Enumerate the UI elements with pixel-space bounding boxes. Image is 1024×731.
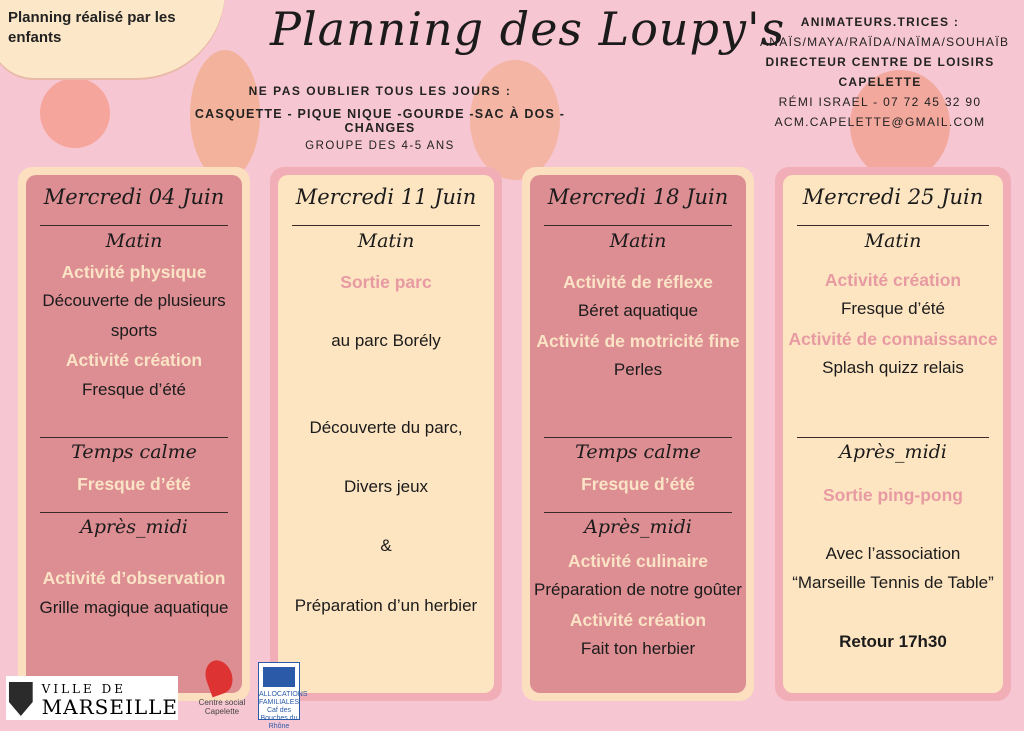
divider bbox=[40, 512, 228, 513]
logo-caf: ALLOCATIONS FAMILIALES Caf des Bouches du Rhône bbox=[259, 691, 308, 730]
divider bbox=[544, 437, 732, 438]
day-card bbox=[270, 167, 502, 701]
activity-text: Fait ton herbier bbox=[580, 639, 696, 658]
activity-text: Avec l’association bbox=[825, 544, 961, 563]
note-text: Planning réalisé par les enfants bbox=[8, 9, 176, 46]
activity-text: Perles bbox=[613, 360, 663, 379]
activity-title: Activité création bbox=[824, 270, 962, 290]
staff-block bbox=[760, 12, 1010, 132]
flame-icon bbox=[201, 657, 237, 698]
divider bbox=[544, 225, 732, 226]
activity-text: “Marseille Tennis de Table” bbox=[792, 573, 994, 592]
day-card bbox=[775, 167, 1011, 701]
day-date: Mercredi 18 Juin bbox=[547, 185, 729, 209]
activity-title: Activité de réflexe bbox=[563, 272, 713, 292]
activity-title: Activité de connaissance bbox=[788, 329, 998, 349]
section-matin: Matin bbox=[864, 230, 922, 252]
logo-centre-social: Centre social Capelette bbox=[198, 698, 246, 716]
activity-title: Activité création bbox=[65, 350, 203, 370]
note-cloud bbox=[0, 0, 225, 78]
activity-text: Divers jeux bbox=[343, 477, 429, 496]
group-label: GROUPE DES 4-5 ANS bbox=[305, 140, 455, 152]
reminder-line2: CASQUETTE - PIQUE NIQUE -GOURDE -SAC À DOS - CHANGES bbox=[194, 107, 566, 135]
activity-text: Fresque d’été bbox=[82, 380, 186, 399]
directeur-title: DIRECTEUR CENTRE DE LOISIRS CAPELETTE bbox=[765, 55, 995, 89]
section-apres-midi: Après_midi bbox=[80, 516, 188, 538]
return-time: Retour 17h30 bbox=[839, 632, 947, 651]
logo-ville-de: VILLE DE bbox=[41, 682, 126, 696]
directeur-contact: RÉMI ISRAEL - 07 72 45 32 90 bbox=[778, 95, 982, 109]
activity-text: & bbox=[380, 536, 392, 555]
divider bbox=[797, 437, 989, 438]
ville-marseille-logo bbox=[6, 676, 178, 720]
reminder-line1: NE PAS OUBLIER TOUS LES JOURS : bbox=[248, 84, 512, 98]
day-date: Mercredi 25 Juin bbox=[802, 185, 984, 209]
caf-icon bbox=[263, 667, 295, 687]
activity-title: Activité physique bbox=[61, 262, 207, 282]
section-apres-midi: Après_midi bbox=[839, 441, 947, 463]
section-matin: Matin bbox=[357, 230, 415, 252]
day-card bbox=[522, 167, 754, 701]
day-date: Mercredi 04 Juin bbox=[43, 185, 225, 209]
day-card bbox=[18, 167, 250, 701]
divider bbox=[40, 225, 228, 226]
animateurs-names: ANAÏS/MAYA/RAÏDA/NAÏMA/SOUHAÏB bbox=[760, 35, 1010, 49]
activity-title: Fresque d’été bbox=[581, 474, 695, 494]
section-apres-midi: Après_midi bbox=[584, 516, 692, 538]
centre-social-logo bbox=[192, 658, 252, 720]
section-matin: Matin bbox=[105, 230, 163, 252]
day-date: Mercredi 11 Juin bbox=[295, 185, 477, 209]
crest-icon bbox=[6, 678, 36, 718]
activity-title: Activité création bbox=[569, 610, 707, 630]
activity-title: Activité d’observation bbox=[42, 568, 226, 588]
activity-title: Activité de motricité fine bbox=[536, 331, 740, 351]
activity-title: Sortie ping-pong bbox=[823, 485, 963, 505]
caf-logo bbox=[258, 662, 308, 730]
activity-text: Découverte du parc, bbox=[309, 418, 463, 437]
animateurs-title: ANIMATEURS.TRICES : bbox=[800, 15, 960, 29]
divider bbox=[40, 437, 228, 438]
divider bbox=[797, 225, 989, 226]
activity-text: Découverte de plusieurs sports bbox=[42, 291, 226, 340]
activity-text: Béret aquatique bbox=[577, 301, 699, 320]
section-temps-calme: Temps calme bbox=[71, 441, 197, 463]
flower-decoration bbox=[40, 78, 110, 148]
activity-title: Fresque d’été bbox=[77, 474, 191, 494]
section-matin: Matin bbox=[609, 230, 667, 252]
page-title: Planning des Loupy's bbox=[270, 2, 786, 56]
activity-title: Activité culinaire bbox=[567, 551, 709, 571]
activity-text: Préparation de notre goûter bbox=[534, 580, 742, 599]
activity-text: au parc Borély bbox=[331, 331, 441, 350]
section-temps-calme: Temps calme bbox=[575, 441, 701, 463]
activity-text: Préparation d’un herbier bbox=[294, 596, 478, 615]
reminder-block bbox=[160, 84, 600, 152]
activity-text: Grille magique aquatique bbox=[39, 598, 229, 617]
divider bbox=[544, 512, 732, 513]
activity-text: Splash quizz relais bbox=[822, 358, 964, 377]
logo-marseille: MARSEILLE bbox=[41, 695, 178, 719]
divider bbox=[292, 225, 480, 226]
activity-title: Sortie parc bbox=[340, 272, 432, 292]
activity-text: Fresque d’été bbox=[841, 299, 945, 318]
email: ACM.CAPELETTE@GMAIL.COM bbox=[774, 115, 986, 129]
